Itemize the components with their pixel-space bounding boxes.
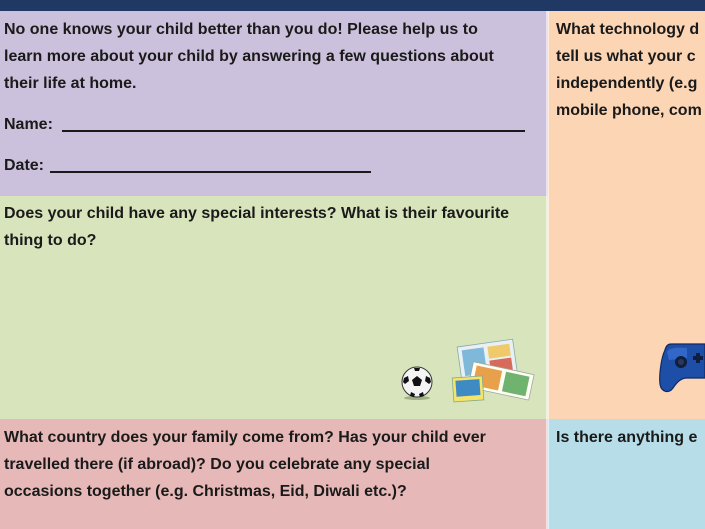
football-icon (400, 366, 434, 400)
technology-question-line-2: tell us what your c (556, 48, 696, 65)
books-icon (451, 338, 539, 406)
intro-text-line-3: their life at home. (4, 75, 137, 92)
technology-question-line-4: mobile phone, com (556, 102, 702, 119)
technology-question-line-3: independently (e.g (556, 75, 698, 92)
interests-question-line-1: Does your child have any special interests? What is their favourite (4, 205, 510, 222)
technology-question-line-1: What technology d (556, 21, 700, 38)
game-controller-icon (657, 338, 705, 394)
date-label: Date: (4, 157, 45, 174)
top-bar (0, 0, 705, 11)
country-question-line-2: travelled there (if abroad)? Do you celebrate any special (4, 456, 430, 473)
intro-text-line-2: learn more about your child by answering a few questions about (4, 48, 494, 65)
country-question-line-3: occasions together (e.g. Christmas, Eid, Diwali etc.)? (4, 483, 407, 500)
name-field[interactable] (62, 130, 525, 132)
intro-text-line-1: No one knows your child better than you do! Please help us to (4, 21, 478, 38)
anything-else-question-line-1: Is there anything e (556, 429, 698, 446)
name-label: Name: (4, 116, 53, 133)
date-field[interactable] (50, 171, 371, 173)
country-question-line-1: What country does your family come from? Has your child ever (4, 429, 486, 446)
column-divider (546, 11, 549, 529)
interests-question-line-2: thing to do? (4, 232, 97, 249)
